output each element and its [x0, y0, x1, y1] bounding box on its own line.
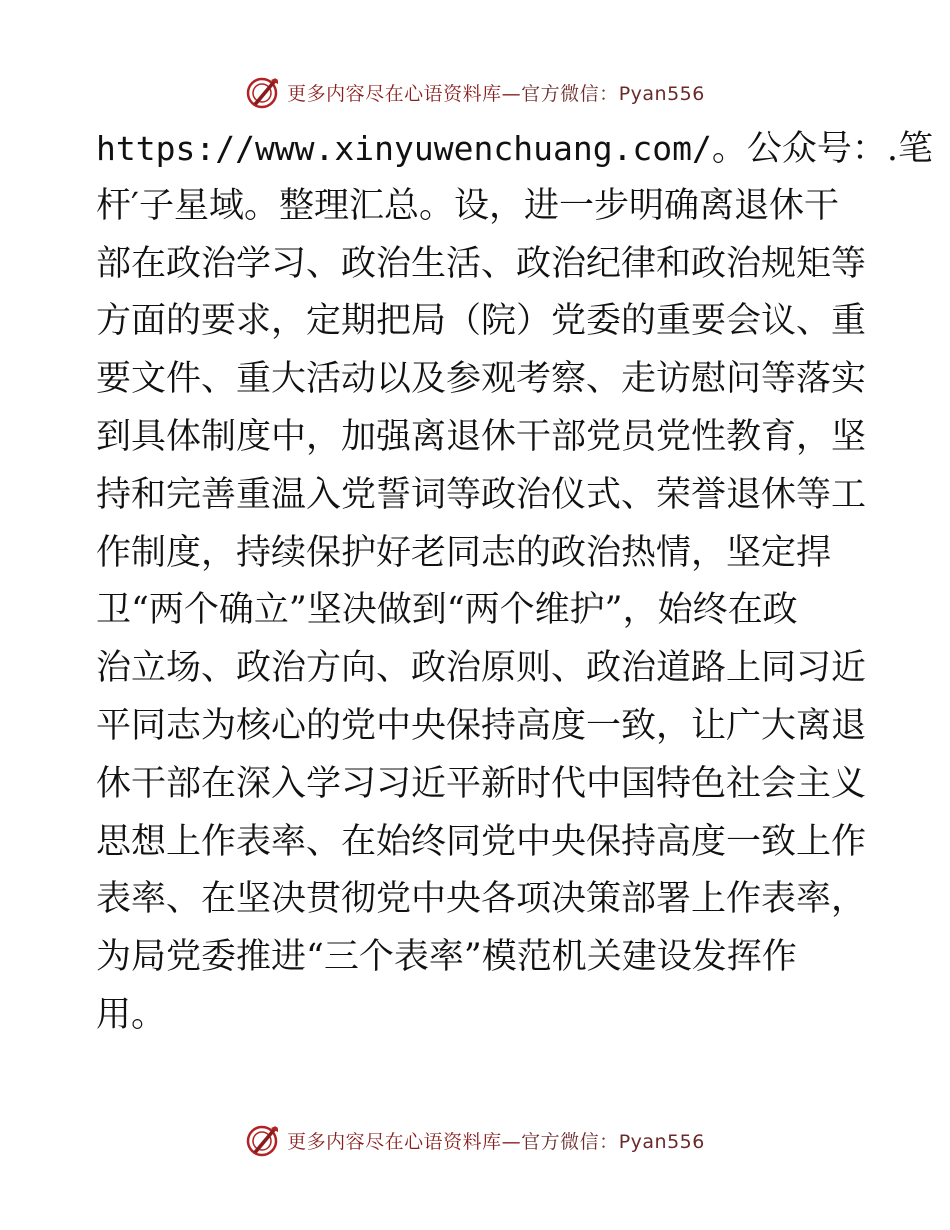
document-line: 部在政治学习、政治生活、政治纪律和政治规矩等: [96, 243, 867, 284]
document-line: 卫“两个确立”坚决做到“两个维护”，始终在政: [96, 590, 798, 631]
document-line: 治立场、政治方向、政治原则、政治道路上同习近: [96, 648, 867, 689]
footer-banner-text: [287, 1127, 705, 1154]
quill-logo-icon: [245, 1122, 281, 1158]
document-line: 作制度，持续保护好老同志的政治热情，坚定捍: [96, 532, 832, 573]
header-banner-main: 更多内容尽在心语资料库: [287, 82, 502, 105]
header-banner-text: [287, 79, 705, 106]
document-line: 平同志为核心的党中央保持高度一致，让广大离退: [96, 705, 867, 746]
header-banner-wechat-id: Pyan556: [618, 82, 705, 105]
document-line: 持和完善重温入党誓词等政治仪式、荣誉退休等工: [96, 474, 867, 515]
document-line: 要文件、重大活动以及参观考察、走访慰问等落实: [96, 359, 867, 400]
document-url: https://www.xinyuwenchuang.com/: [96, 129, 712, 168]
quill-logo-icon: [245, 74, 281, 110]
document-line: 杆′子星域。整理汇总。设，进一步明确离退休干: [96, 185, 839, 226]
document-line: 表率、在坚决贯彻党中央各项决策部署上作表率，: [96, 879, 867, 920]
header-banner-separator: —: [501, 82, 522, 105]
document-url-suffix: 。公众号：.笔: [711, 129, 934, 169]
document-line: 休干部在深入学习习近平新时代中国特色社会主义: [96, 763, 867, 804]
document-line: 为局党委推进“三个表率”模范机关建设发挥作: [96, 937, 797, 978]
document-line: 思想上作表率、在始终同党中央保持高度一致上作: [96, 821, 867, 862]
footer-banner-wechat-id: Pyan556: [618, 1130, 705, 1153]
footer-banner-main: 更多内容尽在心语资料库: [287, 1130, 502, 1153]
header-banner-wechat-label: 官方微信：: [521, 82, 619, 105]
document-line: 方面的要求，定期把局（院）党委的重要会议、重: [96, 301, 867, 342]
document-body: [96, 120, 934, 1045]
header-banner: [0, 70, 950, 114]
document-line: 用。: [96, 994, 167, 1035]
document-line: 到具体制度中，加强离退休干部党员党性教育，坚: [96, 416, 867, 457]
document-line-url: [96, 120, 934, 178]
footer-banner-separator: —: [501, 1130, 522, 1153]
footer-banner: [0, 1118, 950, 1162]
footer-banner-wechat-label: 官方微信：: [521, 1130, 619, 1153]
